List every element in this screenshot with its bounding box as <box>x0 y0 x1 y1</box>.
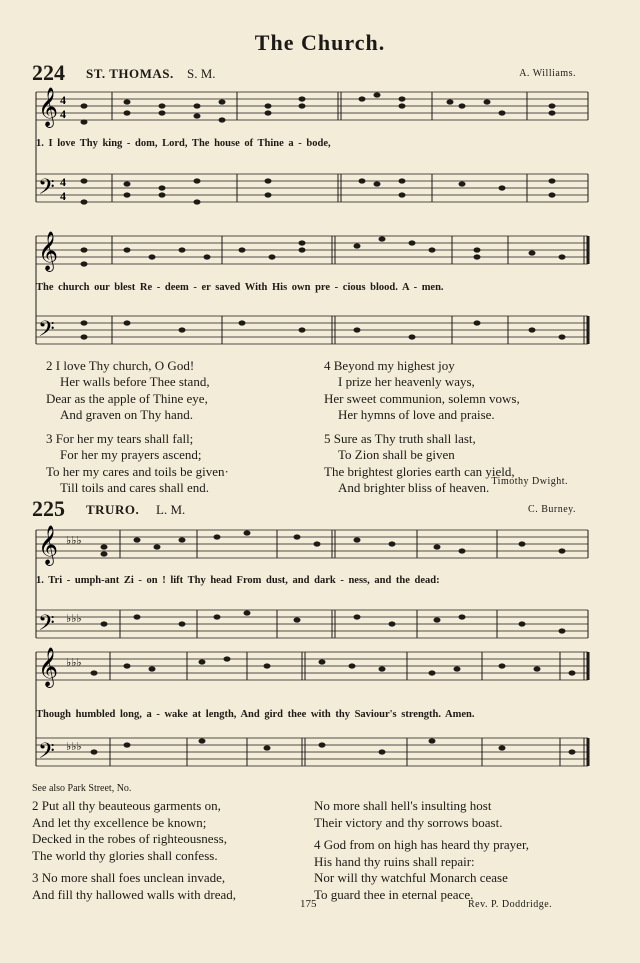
svg-text:𝄞: 𝄞 <box>38 87 59 127</box>
verse-line: Decked in the robes of righteousness, <box>32 831 227 846</box>
verse-line: Dear as the apple of Thine eye, <box>46 390 208 406</box>
svg-text:𝄞: 𝄞 <box>38 647 59 687</box>
hymn-225-lyrics-line-2: Though humbled long, a - wake at length, And gird thee with thy Saviour's strength. Amen. <box>36 709 475 720</box>
meter: S. M. <box>187 66 216 81</box>
verse-line: 3 For her my tears shall fall; <box>46 431 194 447</box>
hymn-225-verses-left <box>32 798 236 903</box>
verse-line: 2 I love Thy church, O God! <box>46 358 195 373</box>
svg-text:4: 4 <box>60 175 66 189</box>
hymn-number: 224 <box>32 60 65 85</box>
verse-line: To Zion shall be given <box>338 447 455 463</box>
svg-text:𝄢: 𝄢 <box>38 739 55 769</box>
verse-line: Till toils and cares shall end. <box>60 480 210 496</box>
svg-text:♭♭♭: ♭♭♭ <box>66 534 82 547</box>
composer: C. Burney. <box>528 504 576 515</box>
tune-name: TRURO. <box>86 502 140 517</box>
hymn-224-verses-right <box>324 358 520 496</box>
hymn-224-verses-left <box>46 358 229 496</box>
verse-line: For her my prayers ascend; <box>60 447 202 463</box>
hymn-225-author: Rev. P. Doddridge. <box>468 899 553 910</box>
verse-line: And brighter bliss of heaven. <box>338 480 490 496</box>
verse-line: 5 Sure as Thy truth shall last, <box>324 431 476 447</box>
composer: A. Williams. <box>519 68 576 79</box>
verse-line: And let thy excellence be known; <box>32 814 207 830</box>
verse-line: Her walls before Thee stand, <box>60 374 210 390</box>
svg-text:𝄢: 𝄢 <box>38 175 55 205</box>
verse-line: No more shall hell's insulting host <box>314 798 492 813</box>
verse-line: And fill thy hallowed walls with dread, <box>32 886 236 902</box>
hymn-225-lyrics-line-1: 1. Tri - umph-ant Zi - on ! lift Thy head From dust, and dark - ness, and the dead: <box>36 575 440 586</box>
page-number: 175 <box>300 898 317 910</box>
verse-line: The world thy glories shall confess. <box>32 847 218 863</box>
verse-line: To her my cares and toils be given· <box>46 463 229 479</box>
verse-line: His hand thy ruins shall repair: <box>314 853 475 869</box>
hymn-225-verses-right <box>314 798 529 903</box>
svg-text:♭♭♭: ♭♭♭ <box>66 612 82 625</box>
hymn-number: 225 <box>32 496 65 521</box>
hymn-224-header <box>32 60 576 84</box>
verse-line: Her sweet communion, solemn vows, <box>324 390 520 406</box>
verse-line: Their victory and thy sorrows boast. <box>314 814 503 830</box>
verse-line: 4 Beyond my highest joy <box>324 358 455 373</box>
verse-line: To guard thee in eternal peace. <box>314 886 474 902</box>
hymn-224-lyrics-line-2: The church our blest Re - deem - er saved With His own pre - cious blood. A - men. <box>36 282 444 293</box>
verse-line: Her hymns of love and praise. <box>338 406 495 422</box>
svg-text:4: 4 <box>60 107 66 121</box>
verse-line: The brightest glories earth can yield, <box>324 463 515 479</box>
svg-text:𝄢: 𝄢 <box>38 317 55 347</box>
see-also-note: See also Park Street, No. <box>32 783 132 794</box>
hymn-224-lyrics-line-1: 1. I love Thy king - dom, Lord, The house of Thine a - bode, <box>36 138 331 149</box>
svg-text:♭♭♭: ♭♭♭ <box>66 740 82 753</box>
svg-text:♭♭♭: ♭♭♭ <box>66 656 82 669</box>
hymn-225-system-1 <box>32 516 594 656</box>
verse-line: 3 No more shall foes unclean invade, <box>32 870 226 885</box>
verse-line: 2 Put all thy beauteous garments on, <box>32 798 221 813</box>
svg-text:4: 4 <box>60 189 66 203</box>
svg-text:𝄢: 𝄢 <box>38 611 55 641</box>
svg-text:4: 4 <box>60 93 66 107</box>
verse-line: 4 God from on high has heard thy prayer, <box>314 837 530 852</box>
page-title: The Church. <box>254 30 386 55</box>
verse-line: Nor will thy watchful Monarch cease <box>314 870 508 885</box>
meter: L. M. <box>156 502 186 517</box>
svg-text:𝄞: 𝄞 <box>38 231 59 271</box>
verse-line: And graven on Thy hand. <box>60 406 193 422</box>
svg-text:𝄞: 𝄞 <box>38 525 59 565</box>
hymn-224-author: Timothy Dwight. <box>491 476 568 487</box>
tune-name: ST. THOMAS. <box>86 66 174 81</box>
hymn-224-system-1 <box>32 82 594 222</box>
verse-line: I prize her heavenly ways, <box>338 374 475 390</box>
